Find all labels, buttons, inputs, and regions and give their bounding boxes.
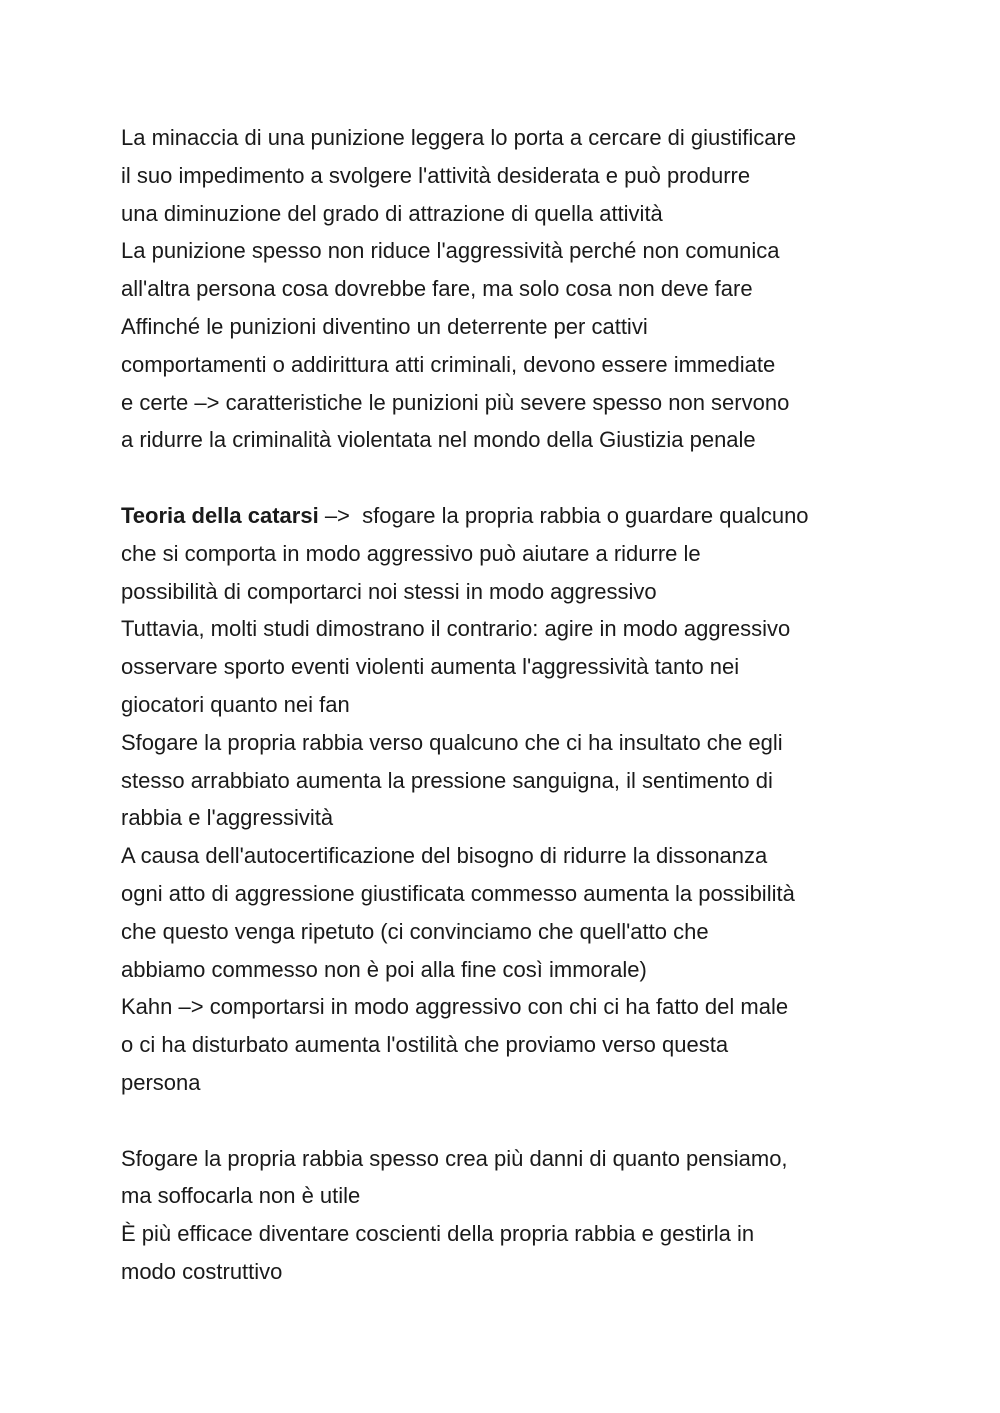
text-line: all'altra persona cosa dovrebbe fare, ma solo cosa non deve fare [121,276,753,302]
text-line: modo costruttivo [121,1258,283,1284]
blank-line [121,459,891,497]
paragraph-venting [121,1140,891,1291]
text-line: o ci ha disturbato aumenta l'ostilità che proviamo verso questa [121,1032,729,1058]
catharsis-heading-line [121,497,891,535]
text-line: A causa dell'autocertificazione del bisogno di ridurre la dissonanza [121,843,768,869]
text-line: stesso arrabbiato aumenta la pressione sanguigna, il sentimento di [121,767,773,793]
text-line: Tuttavia, molti studi dimostrano il contrario: agire in modo aggressivo [121,616,791,642]
document-page [121,119,891,1291]
text-line: che questo venga ripetuto (ci convinciamo che quell'atto che [121,918,709,944]
catharsis-term: Teoria della catarsi [121,502,319,528]
text-line: ogni atto di aggressione giustificata commesso aumenta la possibilità [121,880,795,906]
text-line: persona [121,1069,201,1095]
text-line: osservare sporto eventi violenti aumenta l'aggressività tanto nei [121,654,740,680]
text-line: a ridurre la criminalità violentata nel mondo della Giustizia penale [121,427,756,453]
text-line: ma soffocarla non è utile [121,1183,361,1209]
paragraph-catharsis [121,497,891,1102]
text-line: il suo impedimento a svolgere l'attività desiderata e può produrre [121,162,751,188]
catharsis-definition: –> sfogare la propria rabbia o guardare qualcuno [318,502,809,528]
text-line: Sfogare la propria rabbia verso qualcuno che ci ha insultato che egli [121,729,783,755]
text-line: possibilità di comportarci noi stessi in modo aggressivo [121,578,657,604]
text-line: comportamenti o addirittura atti criminali, devono essere immediate [121,351,776,377]
text-line: una diminuzione del grado di attrazione di quella attività [121,200,663,226]
text-line: e certe –> caratteristiche le punizioni più severe spesso non servono [121,389,790,415]
text-line: Affinché le punizioni diventino un deterrente per cattivi [121,313,648,339]
text-line: La punizione spesso non riduce l'aggressività perché non comunica [121,238,780,264]
text-line: Kahn –> comportarsi in modo aggressivo con chi ci ha fatto del male [121,994,789,1020]
text-line: Sfogare la propria rabbia spesso crea più danni di quanto pensiamo, [121,1145,788,1171]
text-line: che si comporta in modo aggressivo può aiutare a ridurre le [121,540,701,566]
text-line: giocatori quanto nei fan [121,691,350,717]
text-line: rabbia e l'aggressività [121,805,334,831]
paragraph-punishment [121,119,891,459]
text-line: È più efficace diventare coscienti della propria rabbia e gestirla in [121,1221,755,1247]
text-line: La minaccia di una punizione leggera lo porta a cercare di giustificare [121,125,797,150]
blank-line [121,1102,891,1140]
text-line: abbiamo commesso non è poi alla fine così immorale) [121,956,647,982]
